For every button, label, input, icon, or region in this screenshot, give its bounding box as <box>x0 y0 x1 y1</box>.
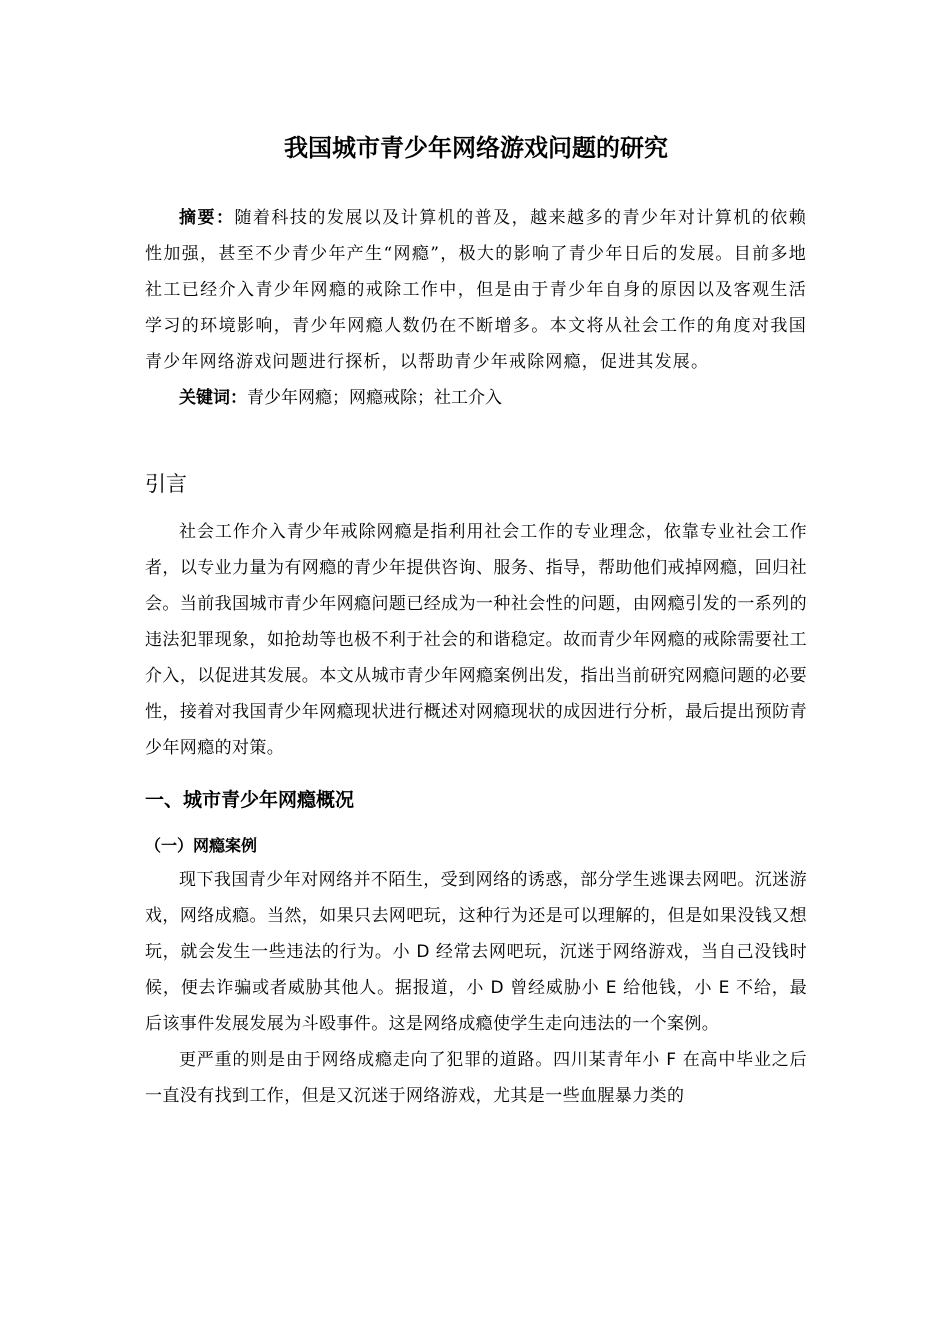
keywords-text: 青少年网瘾；网瘾戒除；社工介入 <box>247 388 502 408</box>
intro-heading: 引言 <box>145 472 187 496</box>
abstract-paragraph <box>145 200 807 380</box>
paper-content <box>145 130 807 1114</box>
subsection-heading-1: （一）网瘾案例 <box>145 836 258 855</box>
section-heading-1: 一、城市青少年网瘾概况 <box>145 789 355 811</box>
abstract-text: 随着科技的发展以及计算机的普及，越来越多的青少年对计算机的依赖性加强，甚至不少青少年产生“网瘾”，极大的影响了青少年日后的发展。目前多地社工已经介入青少年网瘾的戒除工作中，但是由于青少年自身的原因以及客观生活学习的环境影响，青少年网瘾人数仍在不断增多。本文将从社会工作的角度对我国青少年网络游戏问题进行探析，以帮助青少年戒除网瘾，促进其发展。 <box>145 208 807 372</box>
intro-paragraph: 社会工作介入青少年戒除网瘾是指利用社会工作的专业理念，依靠专业社会工作者，以专业力量为有网瘾的青少年提供咨询、服务、指导，帮助他们戒掉网瘾，回归社会。当前我国城市青少年网瘾问题已经成为一种社会性的问题，由网瘾引发的一系列的违法犯罪现象，如抢劫等也极不利于社会的和谐稳定。故而青少年网瘾的戒除需要社工介入，以促进其发展。本文从城市青少年网瘾案例出发，指出当前研究网瘾问题的必要性，接着对我国青少年网瘾现状进行概述对网瘾现状的成因进行分析，最后提出预防青少年网瘾的对策。 <box>145 522 807 758</box>
keywords-label: 关键词： <box>179 388 247 408</box>
keywords-line <box>145 380 807 416</box>
paper-title: 我国城市青少年网络游戏问题的研究 <box>284 133 668 162</box>
abstract <box>145 200 807 380</box>
case-paragraph-1: 现下我国青少年对网络并不陌生，受到网络的诱惑，部分学生逃课去网吧。沉迷游戏，网络成瘾。当然，如果只去网吧玩，这种行为还是可以理解的，但是如果没钱又想玩，就会发生一些违法的行为。小 D 经常去网吧玩，沉迷于网络游戏，当自己没钱时候，便去诈骗或者威胁其他人。据报道，小 D 曾经威胁小 E 给他钱，小 E 不给，最后该事件发展发展为斗殴事件。这是网络成瘾使学生走向违法的一个案例。 <box>145 870 807 1034</box>
case-paragraph-2: 更严重的则是由于网络成瘾走向了犯罪的道路。四川某青年小 F 在高中毕业之后一直没有找到工作，但是又沉迷于网络游戏，尤其是一些血腥暴力类的 <box>145 1050 807 1106</box>
abstract-label: 摘要： <box>179 208 235 228</box>
